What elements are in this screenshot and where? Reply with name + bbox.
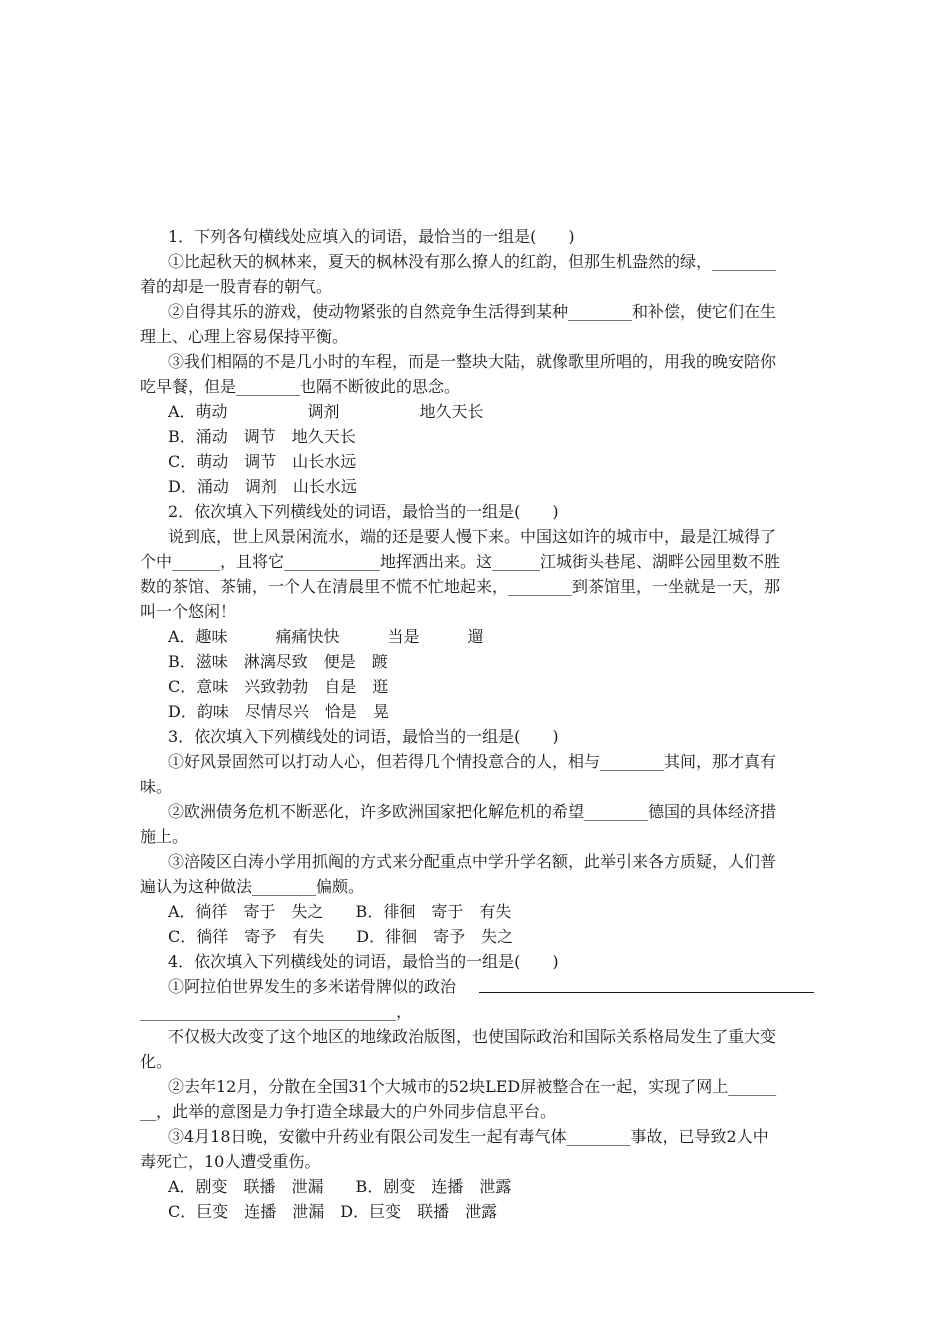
q3-sentence3-line1: ③涪陵区白涛小学用抓阄的方式来分配重点中学升学名额，此举引来各方质疑，人们普 <box>168 852 777 871</box>
q2-stem: 2．依次填入下列横线处的词语，最恰当的一组是( ) <box>168 502 559 521</box>
q3-sentence1-line1: ①好风景固然可以打动人心，但若得几个情投意合的人，相与________其间，那才真有 <box>168 752 777 771</box>
q4-sentence1-line1: ①阿拉伯世界发生的多米诺骨牌似的政治 <box>168 977 457 996</box>
q4-sentence2-line2: __，此举的意图是力争打造全球最大的户外同步信息平台。 <box>140 1102 557 1121</box>
q2-passage-line2: 个中______，且将它____________地挥洒出来。这______江城街头巷尾、湖畔公园里数不胜 <box>140 552 781 571</box>
q4-sentence3-line2: 毒死亡，10人遭受重伤。 <box>140 1152 321 1171</box>
q2-passage-line3: 数的茶馆、茶铺，一个人在清晨里不慌不忙地起来，________到茶馆里，一坐就是一天，那 <box>140 577 781 596</box>
q2-passage-line4: 叫一个悠闲！ <box>140 602 237 621</box>
q4-sentence3-line1: ③4月18日晚，安徽中升药业有限公司发生一起有毒气体________事故，已导致2人中 <box>168 1127 769 1146</box>
q1-option-a: A．萌动 调剂 地久天长 <box>168 402 484 421</box>
q2-option-d: D．韵味 尽情尽兴 恰是 晃 <box>168 702 389 721</box>
q3-sentence2-line2: 施上。 <box>140 827 189 846</box>
q3-options-ab: A．徜徉 寄于 失之 B．徘徊 寄于 有失 <box>168 902 512 921</box>
q1-sentence2-line1: ②自得其乐的游戏，使动物紧张的自然竞争生活得到某种________和补偿，使它们在生 <box>168 302 777 321</box>
q1-sentence2-line2: 理上、心理上容易保持平衡。 <box>140 327 349 346</box>
q4-stem: 4．依次填入下列横线处的词语，最恰当的一组是( ) <box>168 952 559 971</box>
q4-sentence1-line4: 化。 <box>140 1052 173 1071</box>
q1-sentence3-line1: ③我们相隔的不是几小时的车程，而是一整块大陆，就像歌里所唱的，用我的晚安陪你 <box>168 352 777 371</box>
q3-options-cd: C．徜徉 寄予 有失 D．徘徊 寄予 失之 <box>168 927 514 946</box>
q2-passage-line1: 说到底，世上风景闲流水，端的还是要人慢下来。中国这如许的城市中，最是江城得了 <box>168 527 777 546</box>
q2-option-a: A．趣味 痛痛快快 当是 遛 <box>168 627 484 646</box>
q3-sentence2-line1: ②欧洲债务危机不断恶化，许多欧洲国家把化解危机的希望________德国的具体经济措 <box>168 802 777 821</box>
q4-sentence2-line1: ②去年12月，分散在全国31个大城市的52块LED屏被整合在一起，实现了网上______ <box>168 1077 777 1096</box>
q2-option-c: C．意味 兴致勃勃 自是 逛 <box>168 677 389 696</box>
q2-option-b: B．滋味 淋漓尽致 便是 踱 <box>168 652 388 671</box>
q1-option-d: D．涌动 调剂 山长水远 <box>168 477 357 496</box>
q1-sentence3-line2: 吃早餐，但是________也隔不断彼此的思念。 <box>140 377 461 396</box>
q4-sentence1-line2: ________________________________， <box>140 1002 413 1021</box>
q1-sentence1-line1: ①比起秋天的枫林来，夏天的枫林没有那么撩人的红韵，但那生机盎然的绿，________ <box>168 252 777 271</box>
q1-sentence1-line2: 着的却是一股青春的朝气。 <box>140 277 333 296</box>
q1-stem: 1．下列各句横线处应填入的词语，最恰当的一组是( ) <box>168 227 575 246</box>
q3-stem: 3．依次填入下列横线处的词语，最恰当的一组是( ) <box>168 727 559 746</box>
q4-sentence1-line3: 不仅极大改变了这个地区的地缘政治版图，也使国际政治和国际关系格局发生了重大变 <box>168 1027 777 1046</box>
q1-option-b: B．涌动 调节 地久天长 <box>168 427 356 446</box>
q4-options-ab: A．剧变 联播 泄漏 B．剧变 连播 泄露 <box>168 1177 512 1196</box>
q3-sentence3-line2: 遍认为这种做法________偏颇。 <box>140 877 365 896</box>
q4-options-cd: C．巨变 连播 泄漏 D．巨变 联播 泄露 <box>168 1202 498 1221</box>
q3-sentence1-line2: 味。 <box>140 777 173 796</box>
q1-option-c: C．萌动 调节 山长水远 <box>168 452 357 471</box>
q4-blank-1a <box>479 976 814 993</box>
